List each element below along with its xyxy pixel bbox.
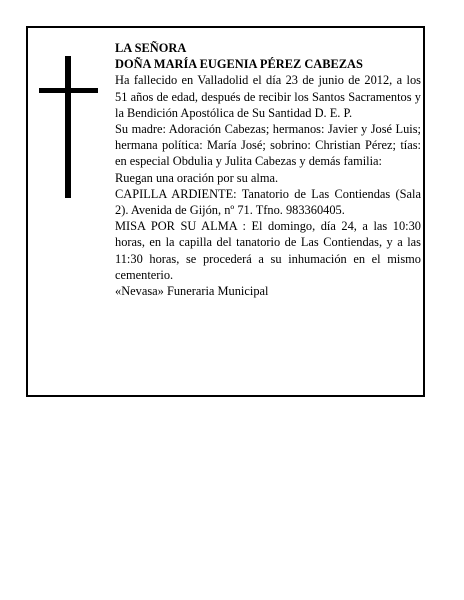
chapel-info: CAPILLA ARDIENTE: Tanatorio de Las Contiendas (Sala 2). Avenida de Gijón, nº 71. Tfno. 983360405. xyxy=(115,186,421,218)
mass-info: MISA POR SU ALMA : El domingo, día 24, a las 10:30 horas, en la capilla del tanatorio de Las Contiendas, y a las 11:30 horas, se procederá a su inhumación en el mismo cementerio. xyxy=(115,219,421,282)
cross-vertical-bar xyxy=(65,56,71,198)
obituary-notice xyxy=(26,26,425,397)
deceased-name: DOÑA MARÍA EUGENIA PÉREZ CABEZAS xyxy=(115,57,363,72)
notice-text-block xyxy=(115,40,421,299)
funeral-home: «Nevasa» Funeraria Municipal xyxy=(115,284,269,299)
death-paragraph: Ha fallecido en Valladolid el día 23 de junio de 2012, a los 51 años de edad, después de recibir los Santos Sacramentos y la Bendición Apostólica de Su Santidad D. E. P. xyxy=(115,73,421,120)
prayer-request: Ruegan una oración por su alma. xyxy=(115,170,279,185)
notice-heading: LA SEÑORA xyxy=(115,41,187,55)
latin-cross-icon xyxy=(39,56,98,198)
cross-horizontal-bar xyxy=(39,88,98,93)
family-paragraph: Su madre: Adoración Cabezas; hermanos: Javier y José Luis; hermana política: María José; sobrino: Christian Pérez; tías: en especial Obdulia y Julita Cabezas y demás familia: xyxy=(115,122,421,169)
